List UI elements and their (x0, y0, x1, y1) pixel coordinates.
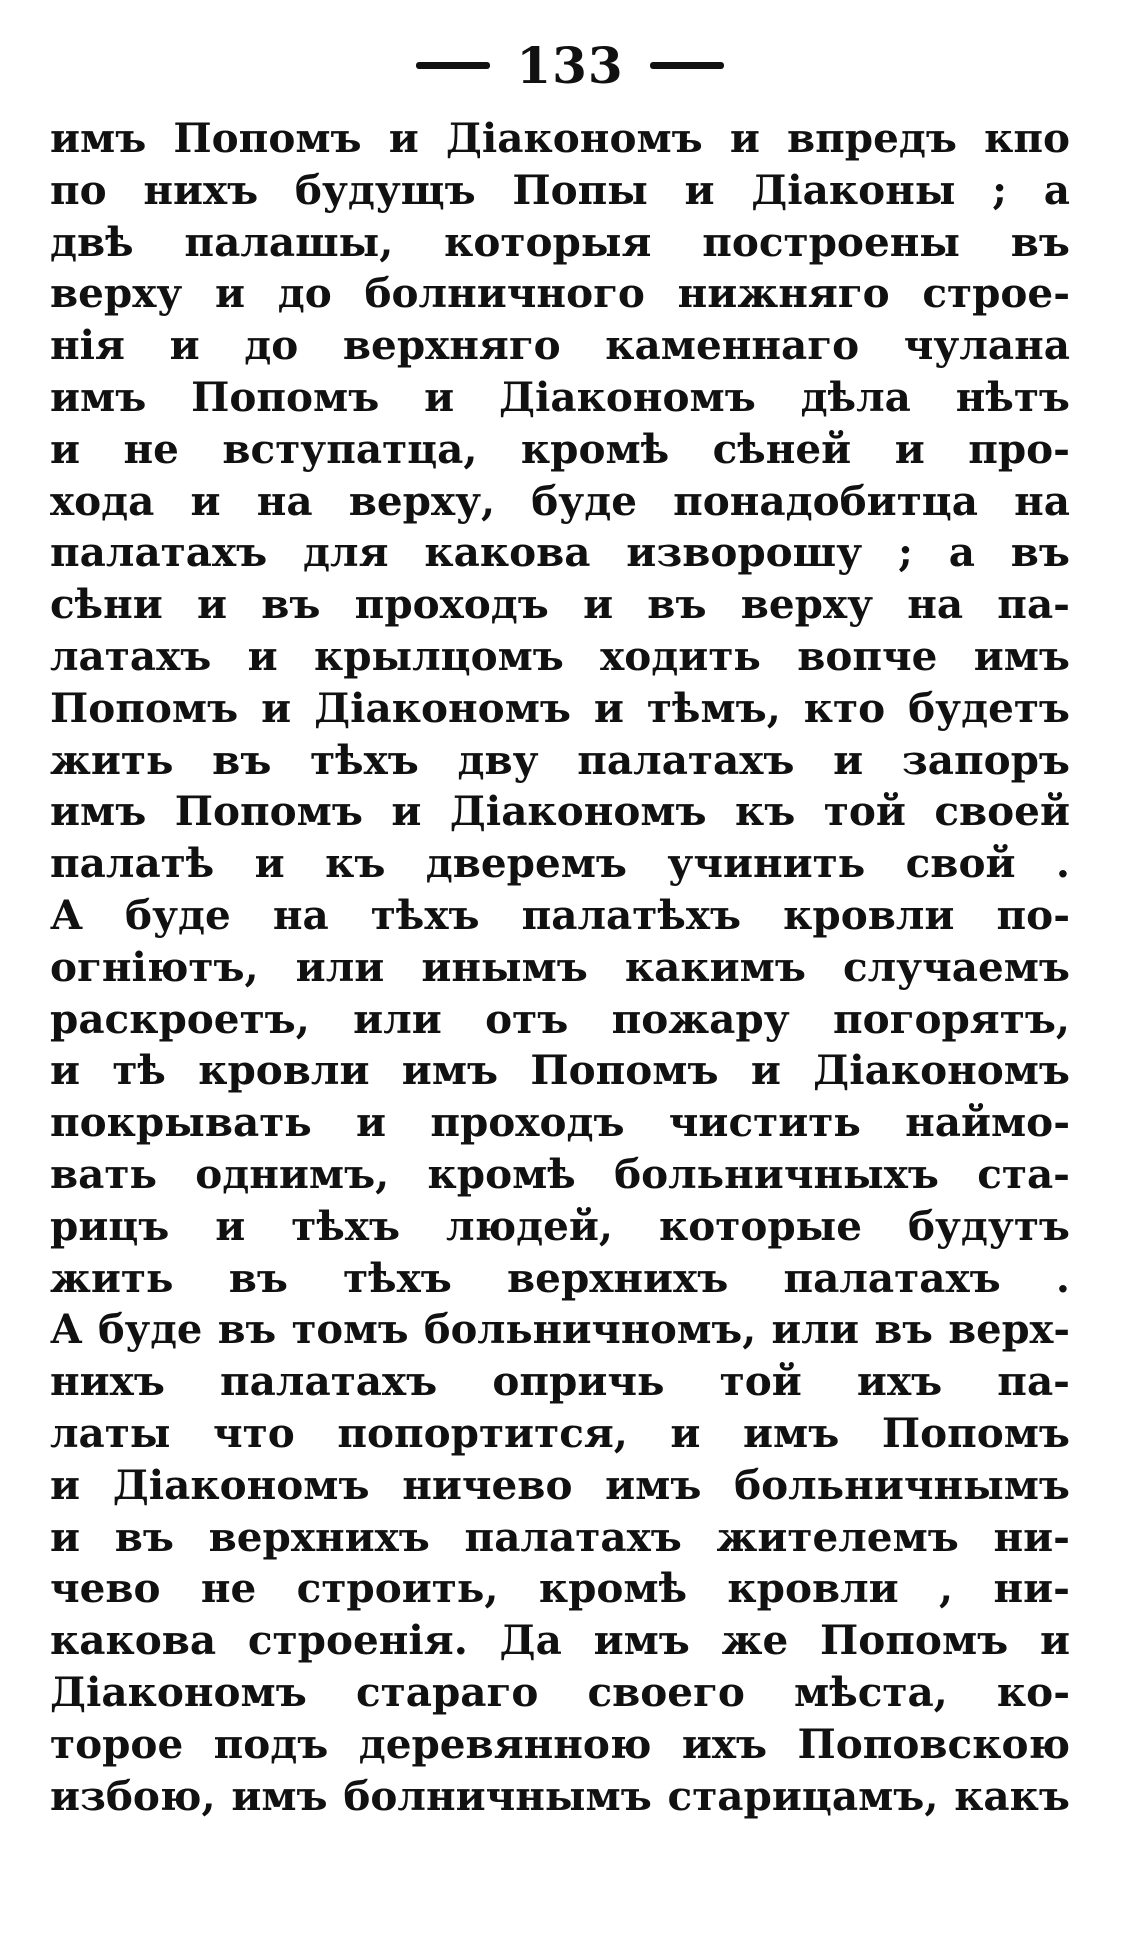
text-line: какова строенія. Да имъ же Попомъ и (50, 1616, 1070, 1665)
text-line: А буде на тѣхъ палатѣхъ кровли по- (50, 890, 1070, 939)
text-line: покрывать и проходъ чистить наймо- (50, 1098, 1070, 1147)
text-line: Попомъ и Діакономъ и тѣмъ, кто будетъ (50, 683, 1070, 732)
text-line: и тѣ кровли имъ Попомъ и Діакономъ (50, 1046, 1070, 1095)
text-line: рицъ и тѣхъ людей, которые будутъ (50, 1201, 1070, 1250)
page-number: 133 (516, 35, 624, 95)
text-line: нихъ палатахъ опричь той ихъ па- (50, 1357, 1070, 1406)
text-line: и въ верхнихъ палатахъ жителемъ ни- (50, 1512, 1070, 1561)
text-line: раскроетъ, или отъ пожару погорятъ, (50, 994, 1070, 1043)
body-text (50, 113, 1070, 1822)
text-line: и не вступатца, кромѣ сѣней и про- (50, 424, 1070, 473)
text-line: огніютъ, или инымъ какимъ случаемъ (50, 942, 1070, 991)
text-line: А буде въ томъ больничномъ, или въ верх- (50, 1306, 1070, 1354)
text-line: хода и на верху, буде понадобитца на (50, 476, 1070, 525)
text-line: чево не строить, кромѣ кровли , ни- (50, 1564, 1070, 1613)
text-line: избою, имъ болничнымъ старицамъ, какъ (50, 1771, 1070, 1820)
text-line: торое подъ деревянною ихъ Поповскою (50, 1719, 1070, 1768)
text-line: нія и до верхняго каменнаго чулана (50, 321, 1070, 370)
text-line: палатахъ для какова изворошу ; а въ (50, 528, 1070, 577)
text-line: имъ Попомъ и Діакономъ и впредъ кпо (50, 114, 1070, 162)
text-line: двѣ палашы, которыя построены въ (50, 217, 1070, 266)
text-line: палатѣ и къ дверемъ учинить свой . (50, 839, 1070, 888)
text-line: латахъ и крылцомъ ходить вопче имъ (50, 631, 1070, 680)
text-line: жить въ тѣхъ верхнихъ палатахъ . (50, 1253, 1070, 1302)
text-line: верху и до болничного нижняго строе- (50, 269, 1070, 318)
text-line: латы что попортится, и имъ Попомъ (50, 1408, 1070, 1457)
text-line: и Діакономъ ничево имъ больничнымъ (50, 1460, 1070, 1509)
right-dash-ornament (650, 62, 724, 69)
text-line: имъ Попомъ и Діакономъ дѣла нѣтъ (50, 372, 1070, 421)
text-line: вать однимъ, кромѣ больничныхъ ста- (50, 1149, 1070, 1198)
page-header (0, 30, 1140, 100)
text-line: по нихъ будущъ Попы и Діаконы ; а (50, 165, 1070, 214)
text-line: Діакономъ стараго своего мѣста, ко- (50, 1667, 1070, 1716)
text-line: сѣни и въ проходъ и въ верху на па- (50, 580, 1070, 629)
text-line: имъ Попомъ и Діакономъ къ той своей (50, 787, 1070, 836)
left-dash-ornament (416, 62, 490, 69)
text-line: жить въ тѣхъ дву палатахъ и запоръ (50, 735, 1070, 784)
